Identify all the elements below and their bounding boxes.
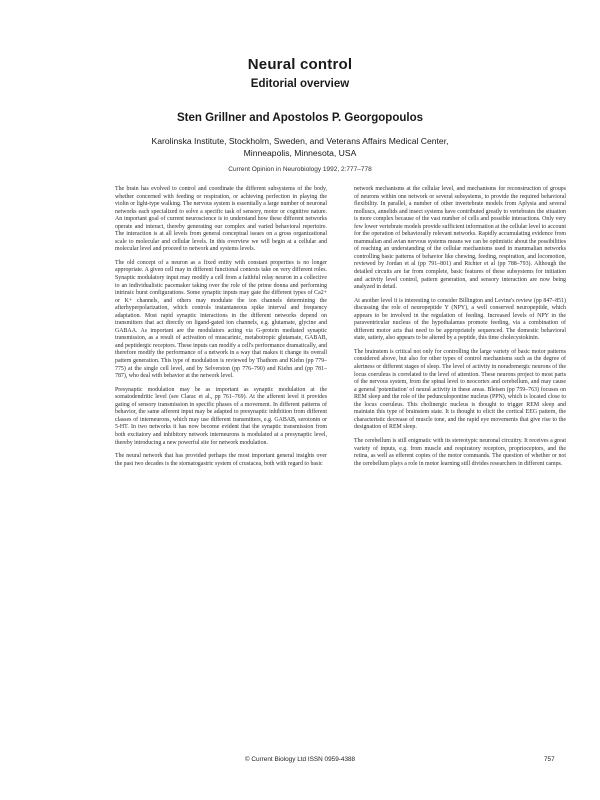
article-subtitle: Editorial overview xyxy=(250,78,350,90)
body-paragraph: Presynaptic modulation may be as important as synaptic modulation at the somatodendritic level (see Clarac et al., pp 761–769). At the afferent level it provides gating of sensory transmission in specific phases of a movement. In different patterns of behavior, the same afferent input may be adapted to presynaptic inhibition from different classes of interneurons, which may use different transmitters, e.g. GABAB, serotonin or 5-HT. In two networks it has now become evident that the synaptic transmission from both excitatory and inhibitory network interneurons is modulated at a presynaptic level, thereby introducing a new powerful site for network modulation. xyxy=(115,386,327,446)
body-paragraph: The brain has evolved to control and coordinate the different subsystems of the body, whether concerned with feeding or respiration, or achieving perfection in playing the violin or light-type walking. The nervous system is essentially a large number of neuronal networks each specialized to solve a specific task of sensory, motor or cognitive nature. An important goal of current neuroscience is to understand how these different networks operate and interact, thereby generating our complex and varied behavioral repertoire. The interaction is at all levels from general conceptual issues on a gross organizational scale to molecular and cellular levels. In this overview we will begin at a cellular and molecular level and proceed to network and systems levels. xyxy=(115,186,327,253)
body-paragraph: At another level it is interesting to consider Billington and Levine's review (pp 847–851) discussing the role of neuropeptide Y (NPY), a well conserved neuropeptide, which appears to be involved in the regulation of feeding. Increased levels of NPY in the paraventricular nucleus of the hypothalamus promote feeding, via a combination of different motor acts that need to be appropriately sequenced. The domestic behavioral state, satiety, also appears to be altered by a peptide, this time cholecystokinin. xyxy=(354,297,566,342)
right-text-column xyxy=(354,186,566,474)
author-affiliation: Karolinska Institute, Stockholm, Sweden, and Veterans Affairs Medical Center, Minneapolis, Minnesota, USA xyxy=(151,136,449,158)
article-title: Neural control xyxy=(247,56,353,73)
body-paragraph: The neural network that has provided perhaps the most important general insights over the past two decades is the stomatogastric system of crustacea, both with regard to basic xyxy=(115,453,327,467)
page-number: 757 xyxy=(544,756,555,763)
body-paragraph: The brainstem is critical not only for controlling the large variety of basic motor patterns considered above, but also for other types of control mechanisms such as the degree of alertness or different stages of sleep. The level of activity in noradrenergic neurons of the locus coeruleus is correlated to the level of attention. These neurons project to most parts of the nervous system, from the spinal level to neocortex and cerebellum, and may cause a general 'potentiation' of neural activity in these areas. Bleisen (pp 759–763) focuses on REM sleep and the role of the pedunculopontine nucleus (PPN), which is located close to the locus coeruleus. This cholinergic nucleus is thought to trigger REM sleep and maintain this type of brainstem state. It is thought to elicit the cortical EEG pattern, the characteristic decrease of muscle tone, and the rapid eye movements that give rise to the designation of REM sleep. xyxy=(354,348,566,431)
body-paragraph: The cerebellum is still enigmatic with its stereotypic neuronal circuitry. It receives a great variety of inputs, e.g. from muscle and respiratory receptors, proprioceptors, and the retina, as well as efferent copies of the motor commands. The question of whether or not the cerebellum plays a role in motor learning still divides researchers in different camps. xyxy=(354,437,566,467)
article-authors: Sten Grillner and Apostolos P. Georgopoulos xyxy=(177,112,423,124)
journal-citation: Current Opinion in Neurobiology 1992, 2:777–778 xyxy=(228,166,372,173)
body-paragraph: network mechanisms at the cellular level, and mechanisms for reconstruction of groups of neurons within one network or several subsystems, to provide the required behavioral flexibility. In parallel, a number of other invertebrate models from Aplysia and several molluscs, annelids and insect systems have contributed greatly to vertebrates the situation is more complex because of the vast number of cells and possible interactions. Only very few lower vertebrate models provide sufficient information at the cellular level to account for the operation of behaviorally relevant networks. Rapidly accumulating evidence from mammalian and avian nervous systems means we can be optimistic about the possibilities of reaching an understanding of the cellular mechanisms used in mammalian networks controlling basic patterns of behavior like chewing, feeding, respiration, and locomotion, reviewed by Jordan et al (pp 791–801) and Richter et al (pp 788–793). Although the detailed circuits are far from complete, basic features of these subsystems for initiation and activity level control, pattern generation, and sensory interaction are now being analyzed in detail. xyxy=(354,186,566,291)
body-paragraph: The old concept of a neuron as a fixed entity with constant properties is no longer appropriate. A given cell may in different functional contexts take on very different roles. Synaptic modulatory input may modify a cell from a faithful relay neuron in a collective to an individualistic pacemaker taking over the role of the prime donna and performing intrinsic burst configurations. Some synaptic inputs may gate the different types of Ca2+ or K+ channels, and others may modulate the ion channels determining the afterhyperpolarization, which controls instantaneous spike interval and frequency adaptation. Most rapid synaptic interactions in the different networks depend on transmitters that act directly on ligand-gated ion channels, e.g. glutamate, glycine and GABAA. As important are the modulators acting via G-protein mediated synaptic transmission, as a result of activation of muscarinic, metabotropic glutamate, GABAB, and peptidergic receptors. These inputs can modify a cell's performance dramatically, and therefore modify the performance of a network in a way that makes it change its overall pattern generation. This type of modulation is reviewed by Thathom and Kiehn (pp 779–775) at the single cell level, and by Selverston (pp 776–790) and Kiehn and (pp 781–787), who deal with behavior at the network level. xyxy=(115,259,327,380)
publisher-line: © Current Biology Ltd ISSN 0959-4388 xyxy=(244,756,356,763)
left-text-column xyxy=(115,186,327,474)
